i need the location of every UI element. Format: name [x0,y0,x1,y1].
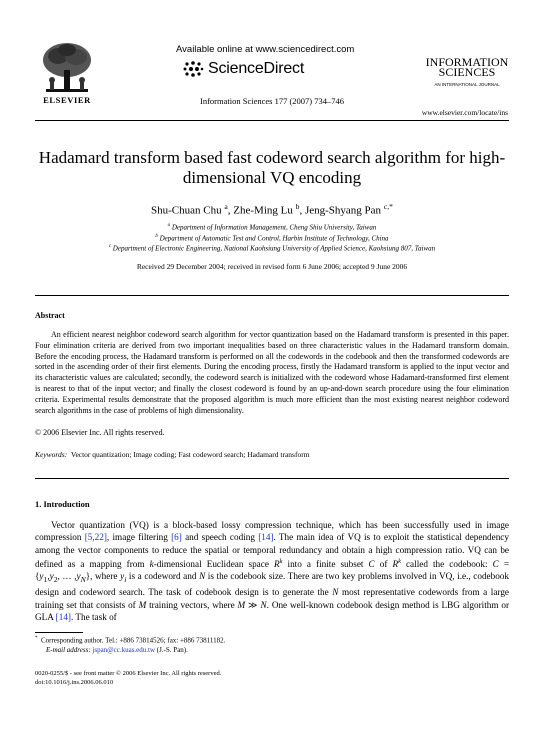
journal-url-link[interactable]: www.elsevier.com/locate/ins [421,108,508,117]
section-heading: 1. Introduction [35,499,90,509]
abstract-copyright: © 2006 Elsevier Inc. All rights reserved. [35,428,165,437]
intro-text: . The main idea of VQ is to exploit the statistical dependency among the vector components to reduce the spatial or temporal redundancy and obtain a high compression ratio. VQ can be defined as a mapping from [35,532,509,569]
intro-text: , image filtering [106,532,172,543]
citation-link[interactable]: [14] [55,611,71,622]
intro-text: image compression [35,520,509,543]
author-affiliation-marker: a [224,202,228,211]
affiliation-line [0,223,544,231]
issn-line: 0020-0255/$ - see front matter © 2006 Elsevier Inc. All rights reserved. [35,670,222,677]
intro-text: into a finite subset [282,558,369,569]
intro-text: training vectors, where [146,599,238,610]
affiliation-text: Department of Electronic Engineering, National Kaohsiung University of Applied Science, Kaohsiung 807, Taiwan [112,244,436,253]
author-list: Shu-Chuan Chu $^a$, Zhe-Ming Lu $^b$, Jeng-Shyang Pan $^{c,*}$ [151,202,393,217]
sciencedirect-mark-icon [182,59,204,79]
author-name: Jeng-Shyang Pan [304,204,382,217]
doi-line[interactable]: doi:10.1016/j.ins.2006.06.010 [35,679,114,686]
author-name: Shu-Chuan Chu [151,204,222,217]
publisher-name: ELSEVIER [43,95,91,105]
footnote-text: Corresponding author. Tel.: +886 73814526; fax: +886 73811182. [40,636,226,645]
intro-paragraph: Vector quantization (VQ) is a block-based lossy compression technique, which has been successfully used in image compression [5,22], image filtering [6] and speech coding [14]. The main idea of VQ is to exploit the statistical dependency among the vector components to reduce the spatial or temporal redundancy and obtain a high compression ratio. VQ can be defined as a mapping from k-dimensional Euclidean space $R^k$ into a finite subset C of $R^k$ called the codebook: $C = \{y_1,y_2$, … $,y_N$}, where $y_i$ is a codeword and N is the codebook size. There are two key problems involved in VQ, i.e., codebook design and codeword search. The task of codebook design is to generate the N most representative codewords from a large training set that consists of M training vectors, where M ≫ N. One well-known codebook design method is LBG algorithm or GLA [14]. The task of [35,520,510,622]
affiliation-marker: a [167,223,171,228]
intro-text: is the codebook size. There are two key problems involved in VQ, i.e., codebook design and codeword search. The task of codebook design is to generate the [35,571,509,598]
citation-link[interactable]: [6] [171,532,182,543]
journal-brand-line2: SCIENCES [438,65,496,79]
intro-text: and speech coding [181,532,259,543]
article-title: Hadamard transform based fast codeword search algorithm for high-dimensional VQ encoding [38,148,506,187]
intro-text: . The task of [70,611,117,622]
abstract-text: An efficient nearest neighbor codeword search algorithm for vector quantization based on the Hadamard transform is presented in this paper. Four elimination criteria are derived from two important inequalities based on three characteristic values in the Hadamard transform domain. Before the encoding process, the Hadamard transform is performed on all the codewords in the codebook and then the transformed codewords are sorted in the ascending order of their first elements. During the encoding process, firstly the Hadamard transform is applied to the input vector and its characteristic values are calculated; secondly, the codeword search is initialized with the codeword whose Hadamard-transformed first element is nearest to that of the input vector; and finally the closest codeword is found by an up-and-down search procedure using the four elimination criteria. Experimental results demonstrate that the proposed algorithm is much more efficient than the most existing nearest neighbor codeword search algorithms in the case of problems of high dimensionality. [35,330,509,415]
intro-text: -dimensional Euclidean space [153,558,274,569]
intro-text: called the codebook: [400,558,493,569]
author-name: Zhe-Ming Lu [233,204,293,217]
keywords-text: Vector quantization; Image coding; Fast codeword search; Hadamard transform [70,450,310,459]
intro-text: most representative codewords from a large training set that consists of [35,587,510,610]
intro-text: , where [90,571,121,582]
keywords-label: Keywords: [35,450,68,459]
citation-link[interactable]: [5,22] [84,532,107,543]
sciencedirect-wordmark: ScienceDirect [208,60,305,77]
journal-brand-line1: INFORMATION [425,55,509,69]
header-divider [35,120,509,121]
author-affiliation-marker: b [295,202,300,211]
affiliation-marker: c [108,244,112,249]
abstract-top-divider [35,295,509,296]
abstract-heading: Abstract [35,311,65,320]
affiliation-line [0,244,544,252]
abstract-bottom-divider [35,478,509,479]
received-dates: Received 29 December 2004; received in revised form 6 June 2006; accepted 9 June 2006 [136,262,408,271]
footnote-divider [35,632,83,633]
intro-text: Vector quantization (VQ) is a block-based lossy compression technique, which has been successfully used in [51,520,483,530]
affiliation-text: Department of Information Management, Cheng Shiu University, Taiwan [171,223,377,232]
intro-text: . One well-known codebook design method is LBG algorithm or GLA [35,599,510,622]
affiliation-line [0,234,544,242]
journal-brand-logo [424,57,510,90]
sciencedirect-logo [182,58,304,80]
keywords-line [35,450,310,459]
footnote-marker: * [35,636,38,641]
elsevier-tree-logo [38,40,96,95]
affiliation-marker: b [155,234,158,239]
citation-link[interactable]: [14] [258,532,274,543]
email-suffix: (J.-S. Pan). [156,646,188,654]
footnote-email [46,646,188,654]
footnote-contact [35,636,225,644]
author-affiliation-marker: c,* [383,202,393,211]
affiliation-text: Department of Automatic Test and Control, Harbin Institute of Technology, China [159,234,389,243]
email-label: E-mail address: [46,646,91,654]
journal-citation: Information Sciences 177 (2007) 734–746 [200,96,344,106]
email-link[interactable]: jspan@cc.kuas.edu.tw [92,646,156,654]
journal-brand-subtitle: AN INTERNATIONAL JOURNAL [434,82,500,87]
available-online-text: Available online at www.sciencedirect.com [176,44,355,55]
intro-text: is a codeword and [126,571,200,582]
